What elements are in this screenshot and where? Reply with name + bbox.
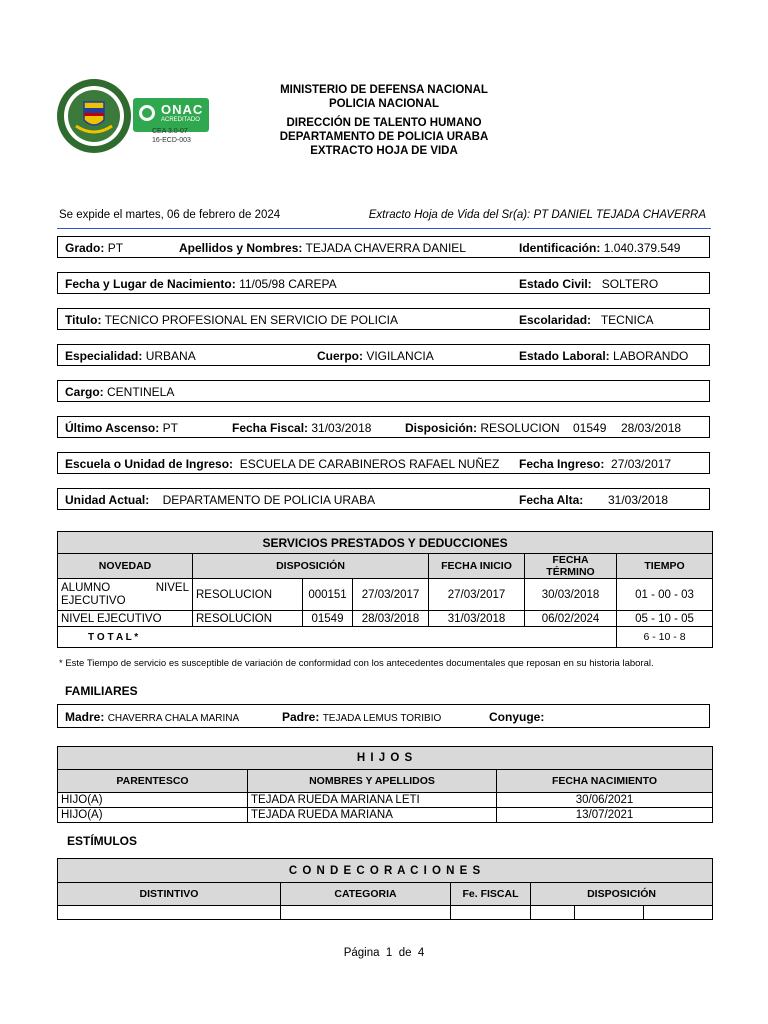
row-especialidad: Especialidad: URBANA Cuerpo: VIGILANCIA Estado Laboral: LABORANDO [57,344,710,366]
hijos-table: H I J O S PARENTESCO NOMBRES Y APELLIDOS FECHA NACIMIENTO HIJO(A) TEJADA RUEDA MARIANA LETI 30/06/2021 HIJO(A) TEJADA RUEDA MARIANA 13/07/2021 [57,746,713,823]
condecoraciones-table: C O N D E C O R A C I O N E S DISTINTIVO CATEGORIA Fe. FISCAL DISPOSICIÓN [57,858,713,920]
row-unidad: Unidad Actual: DEPARTAMENTO DE POLICIA URABA Fecha Alta: 31/03/2018 [57,488,710,510]
condecoraciones-title: C O N D E C O R A C I O N E S [58,859,713,883]
header-department: DIRECCIÓN DE TALENTO HUMANO DEPARTAMENTO DE POLICIA URABA EXTRACTO HOJA DE VIDA [279,117,489,157]
page-number: Página 1 de 4 [343,947,425,959]
hijos-title: H I J O S [58,747,713,770]
accent-divider [57,228,711,229]
familiares-box: Madre: CHAVERRA CHALA MARINA Padre: TEJADA LEMUS TORIBIO Conyuge: [57,704,710,728]
row-grado: Grado: PT Apellidos y Nombres: TEJADA CHAVERRA DANIEL Identificación: 1.040.379.549 [57,236,710,258]
onac-logo: ONAC ACREDITADO [133,98,209,132]
row-nacimiento: Fecha y Lugar de Nacimiento: 11/05/98 CAREPA Estado Civil: SOLTERO [57,272,710,294]
row-ascenso: Último Ascenso: PT Fecha Fiscal: 31/03/2018 Disposición: RESOLUCION 01549 28/03/2018 [57,416,710,438]
row-titulo: Titulo: TECNICO PROFESIONAL EN SERVICIO DE POLICIA Escolaridad: TECNICA [57,308,710,330]
row-cargo: Cargo: CENTINELA [57,380,710,402]
total-row: T O T A L * 6 - 10 - 8 [58,627,713,648]
service-note: * Este Tiempo de servicio es susceptible de variación de conformidad con los antecedentes documentales que reposan en su historia laboral. [59,658,654,669]
table-row [58,906,713,920]
servicios-table: SERVICIOS PRESTADOS Y DEDUCCIONES NOVEDAD DISPOSICIÓN FECHA INICIO FECHA TÉRMINO TIEMPO ALUMNO NIVEL EJECUTIVO RESOLUCION 000151 27/03/2017 27/03/2017 30/03/2018 01 - 00 - 03 NIVEL EJECUTIVO RESOLUCION 01549 28/03/2018 31/03/2018 06/02/2024 05 - 10 - 05 T O T A L * 6 - 10 - 8 [57,531,713,648]
onac-code-1: CEA 3.0-07 [152,128,188,135]
issue-date: Se expide el martes, 06 de febrero de 2024 [59,209,281,221]
table-row: HIJO(A) TEJADA RUEDA MARIANA 13/07/2021 [58,808,713,823]
table-row: NIVEL EJECUTIVO RESOLUCION 01549 28/03/2018 31/03/2018 06/02/2024 05 - 10 - 05 [58,611,713,627]
table-row: ALUMNO NIVEL EJECUTIVO RESOLUCION 000151 27/03/2017 27/03/2017 30/03/2018 01 - 00 - 03 [58,579,713,611]
estimulos-title: ESTÍMULOS [67,834,138,848]
onac-code-2: 16-ECD-003 [152,137,191,144]
extract-subject: Extracto Hoja de Vida del Sr(a): PT DANIEL TEJADA CHAVERRA [368,209,706,221]
table-row: HIJO(A) TEJADA RUEDA MARIANA LETI 30/06/2021 [58,793,713,808]
familiares-title: FAMILIARES [65,684,138,698]
servicios-title: SERVICIOS PRESTADOS Y DEDUCCIONES [58,532,713,554]
header-institution: MINISTERIO DE DEFENSA NACIONAL POLICIA NACIONAL [280,84,488,110]
police-seal [56,78,132,154]
row-escuela: Escuela o Unidad de Ingreso: ESCUELA DE CARABINEROS RAFAEL NUÑEZ Fecha Ingreso: 27/03/2017 [57,452,710,474]
